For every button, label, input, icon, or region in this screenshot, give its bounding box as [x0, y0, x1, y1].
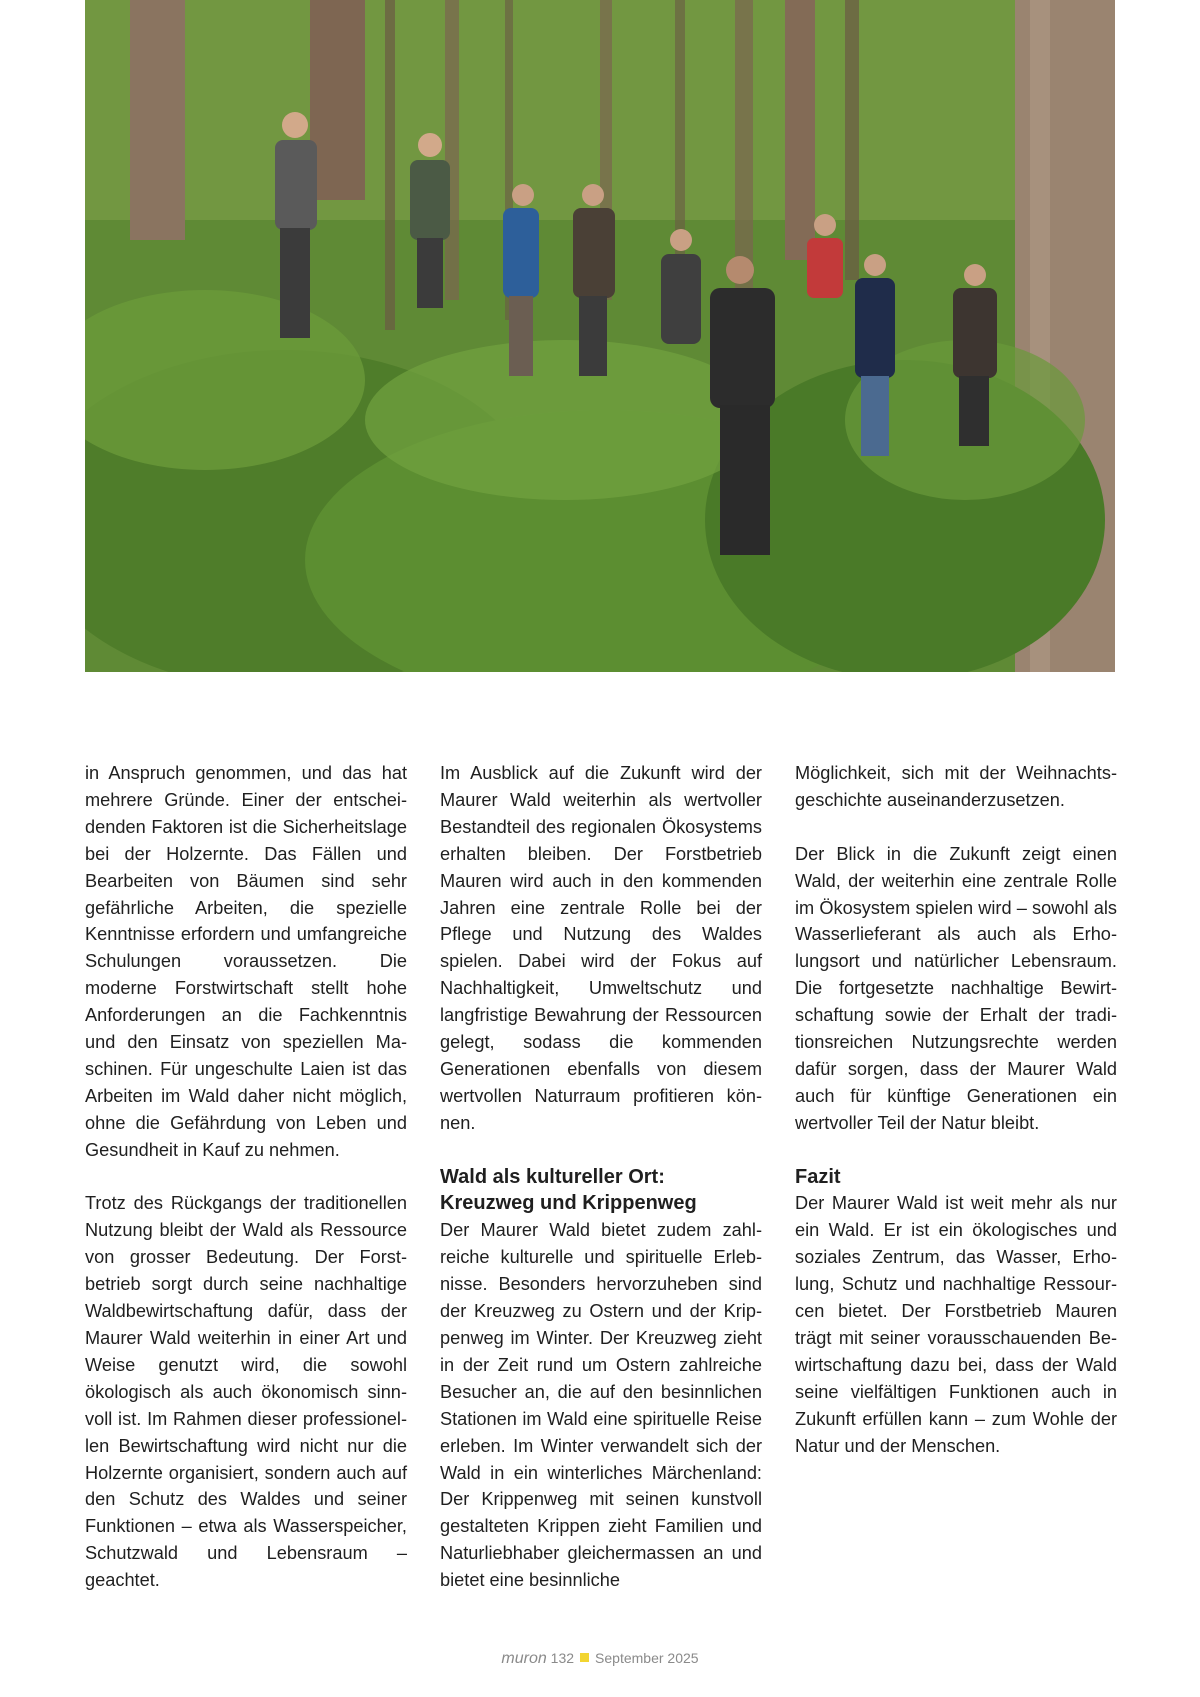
paragraph: Der Maurer Wald ist weit mehr als nur ein Wald. Er ist ein ökologisches und soziales Zentrum, das Wasser, Erholung, Schutz und nachhaltige Ressourcen bietet. Der Forstbetrieb Mauren trägt mit seiner vorausschauenden Bewirtschaftung dazu bei, dass der Wald seine vielfältigen Funktionen auch in Zukunft erfüllen kann – zum Wohle der Natur und der Menschen. [795, 1193, 1117, 1456]
text-column-3 [795, 760, 1117, 1460]
issue-number: 132 [550, 1650, 575, 1666]
paragraph: Trotz des Rückgangs der traditionellen Nutzung bleibt der Wald als Ressource von grosser Bedeutung. Der Forstbetrieb sorgt durch seine nachhaltige Waldbewirtschaftung dafür, dass der Maurer Wald weiterhin in einer Art und Weise genutzt wird, die sowohl ökologisch als auch ökonomisch sinnvoll ist. Im Rahmen dieser professionellen Bewirtschaftung wird nicht nur die Holzernte organisiert, sondern auch auf den Schutz des Waldes und seiner Funktionen – etwa als Wasserspeicher, Schutzwald und Lebensraum – geachtet. [85, 1193, 407, 1591]
accent-square-icon [580, 1653, 589, 1662]
paragraph: Möglichkeit, sich mit der Weihnachtsgeschichte auseinanderzusetzen. [795, 763, 1117, 810]
forest-photo-illustration [85, 0, 1115, 672]
heading-line: Wald als kultureller Ort: [440, 1165, 665, 1188]
section-heading [440, 1164, 762, 1218]
heading-line: Kreuzweg und Krippenweg [440, 1192, 697, 1215]
text-column-1 [85, 760, 407, 1594]
paragraph: in Anspruch genommen, und das hat mehrere Gründe. Einer der entscheidenden Faktoren ist die Sicherheitslage bei der Holzernte. Das Fällen und Bearbeiten von Bäumen sind sehr gefährliche Arbeiten, die spezielle Kenntnisse erfordern und umfangreiche Schulungen voraussetzen. Die moderne Forstwirtschaft stellt hohe Anforderungen an die Fachkenntnis und den Einsatz von speziellen Maschinen. Für ungeschulte Laien ist das Arbeiten im Wald daher nicht möglich, ohne die Gefährdung von Leben und Gesundheit in Kauf zu nehmen. [85, 763, 407, 1160]
issue-date: September 2025 [595, 1650, 699, 1666]
paragraph: Im Ausblick auf die Zukunft wird der Maurer Wald weiterhin als wertvoller Bestandteil des regionalen Ökosystems erhalten bleiben. Der Forstbetrieb Mauren wird auch in den kommenden Jahren eine zentrale Rolle bei der Pflege und Nutzung des Waldes spielen. Dabei wird der Fokus auf Nachhaltigkeit, Umweltschutz und langfristige Bewahrung der Ressourcen gelegt, sodass die kommenden Generationen ebenfalls von diesem wertvollen Naturraum profitieren können. [440, 763, 762, 1133]
text-column-2 [440, 760, 762, 1594]
magazine-name: muron [501, 1650, 547, 1667]
page-footer [0, 1650, 1200, 1668]
forest-group-photo [85, 0, 1115, 672]
paragraph: Der Maurer Wald bietet zudem zahlreiche kulturelle und spirituelle Erlebnisse. Besonders hervorzuheben sind der Kreuzweg zu Ostern und der Krippenweg im Winter. Der Kreuzweg zieht in der Zeit rund um Ostern zahlreiche Besucher an, die auf den besinnlichen Stationen im Wald eine spirituelle Reise erleben. Im Winter verwandelt sich der Wald in ein winterliches Märchenland: Der Krippenweg mit seinen kunstvoll gestalteten Krippen zieht Familien und Naturliebhaber gleichermassen an und bietet eine besinnliche [440, 1220, 762, 1591]
paragraph: Der Blick in die Zukunft zeigt einen Wald, der weiterhin eine zentrale Rolle im Ökosystem spielen wird – sowohl als Wasserlieferant als auch als Erholungsort und natürlicher Lebensraum. Die fortgesetzte nachhaltige Bewirtschaftung sowie der Erhalt der traditionsreichen Nutzungsrechte werden dafür sorgen, dass der Maurer Wald auch für künftige Generationen ein wertvoller Teil der Natur bleibt. [795, 843, 1117, 1133]
section-heading-fazit: Fazit [795, 1165, 841, 1188]
